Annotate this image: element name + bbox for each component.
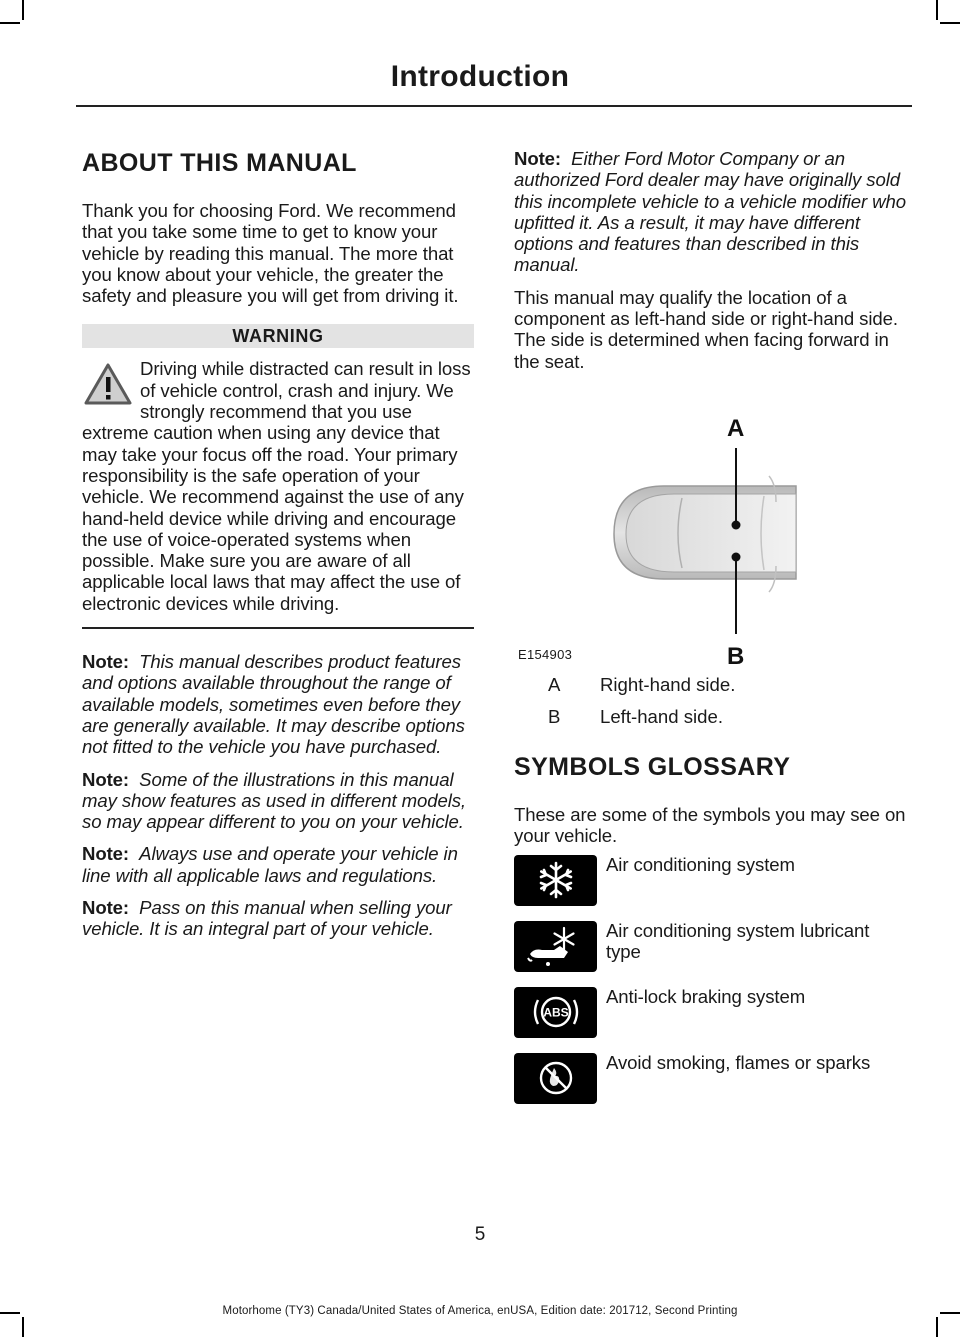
note-text: Pass on this manual when selling your vehicle. It is an integral part of your vehicle. (82, 897, 452, 940)
symbol-label: Air conditioning system (606, 853, 795, 875)
page-title: Introduction (390, 60, 570, 93)
legend-text: Right-hand side. (600, 673, 736, 695)
crop-mark (936, 1317, 938, 1337)
vehicle-sides-figure (514, 384, 908, 674)
left-column (82, 148, 474, 951)
symbol-item (514, 1053, 908, 1119)
crop-mark (22, 0, 24, 20)
legend-item (514, 674, 908, 696)
warning-title: WARNING (82, 324, 474, 348)
warning-text: Driving while distracted can result in loss of vehicle control, crash and injury. We strongly recommend that you use extreme caution when using any device that may take your focus off the road. Your primary responsibility is the safe operation of your vehicle. We recommend against the use of any hand-held device while driving and encourage the use of voice-operated systems when possible. Make sure you are aware of all applicable local laws that may affect the use of electronic devices while driving. (82, 358, 471, 614)
note-paragraph (82, 769, 474, 833)
crop-mark (0, 22, 20, 24)
legend-item (514, 706, 908, 728)
crop-mark (940, 22, 960, 24)
snowflake-icon (536, 860, 576, 900)
figure-code: E154903 (518, 646, 573, 662)
crop-mark (936, 0, 938, 20)
ac-lubricant-icon (524, 924, 588, 968)
abs-icon (526, 990, 586, 1034)
legend-key: B (548, 705, 561, 727)
note-label: Note: (82, 651, 130, 673)
note-label: Note: (514, 148, 562, 169)
symbol-item (514, 855, 908, 921)
symbol-label: Avoid smoking, flames or sparks (606, 1051, 871, 1073)
no-smoking-flames-icon (534, 1056, 578, 1100)
note-text: Either Ford Motor Company or an authorized Ford dealer may have originally sold this incomplete vehicle to a vehicle modifier who upfitted it. As a result, it may have different options and features than described in this manual. (514, 148, 906, 276)
page-number: 5 (474, 1224, 486, 1245)
note-label: Note: (82, 843, 130, 865)
about-heading: ABOUT THIS MANUAL (82, 149, 357, 177)
header-divider (76, 105, 912, 107)
note-text: Some of the illustrations in this manual may show features as used in different models, so may appear different to you on your vehicle. (82, 768, 466, 833)
vehicle-top-view-icon (514, 384, 908, 674)
crop-mark (22, 1317, 24, 1337)
symbol-item (514, 987, 908, 1053)
symbols-heading: SYMBOLS GLOSSARY (514, 752, 791, 781)
figure-label-b: B (727, 642, 745, 670)
symbol-badge (514, 855, 597, 906)
symbol-badge (514, 1053, 597, 1104)
symbols-intro: These are some of the symbols you may see on your vehicle. (514, 803, 906, 847)
figure-label-a: A (727, 414, 745, 442)
note-paragraph (82, 843, 474, 886)
legend-text: Left-hand side. (600, 705, 724, 727)
warning-divider (82, 627, 474, 629)
right-column (514, 148, 908, 1119)
symbol-badge (514, 921, 597, 972)
svg-text:ABS: ABS (542, 1005, 569, 1020)
symbol-label: Anti-lock braking system (606, 985, 806, 1007)
symbol-badge (514, 987, 597, 1038)
sides-paragraph: This manual may qualify the location of a component as left-hand side or right-hand side. The side is determined when facing forward in the seat. (514, 286, 898, 372)
note-label: Note: (82, 897, 130, 919)
note-paragraph (82, 897, 474, 940)
note-text: This manual describes product features and options available throughout the range of available models, sometimes even before they are generally available. It may describe options not fitted to the vehicle you have purchased. (82, 651, 465, 758)
page-footer: Motorhome (TY3) Canada/United States of America, enUSA, Edition date: 201712, Second Printing (222, 1305, 738, 1317)
note-paragraph (82, 651, 474, 757)
note-label: Note: (82, 768, 130, 790)
about-intro: Thank you for choosing Ford. We recommend that you take some time to get to know your vehicle by reading this manual. The more that you know about your vehicle, the greater the safety and pleasure you will get from driving it. (82, 200, 459, 307)
symbol-item (514, 921, 908, 987)
note-paragraph (514, 148, 908, 276)
note-text: Always use and operate your vehicle in line with all applicable laws and regulations. (82, 843, 458, 886)
symbol-label: Air conditioning system lubricant type (606, 919, 870, 962)
warning-triangle-icon (82, 360, 134, 408)
warning-box (82, 348, 474, 614)
legend-key: A (548, 673, 561, 695)
